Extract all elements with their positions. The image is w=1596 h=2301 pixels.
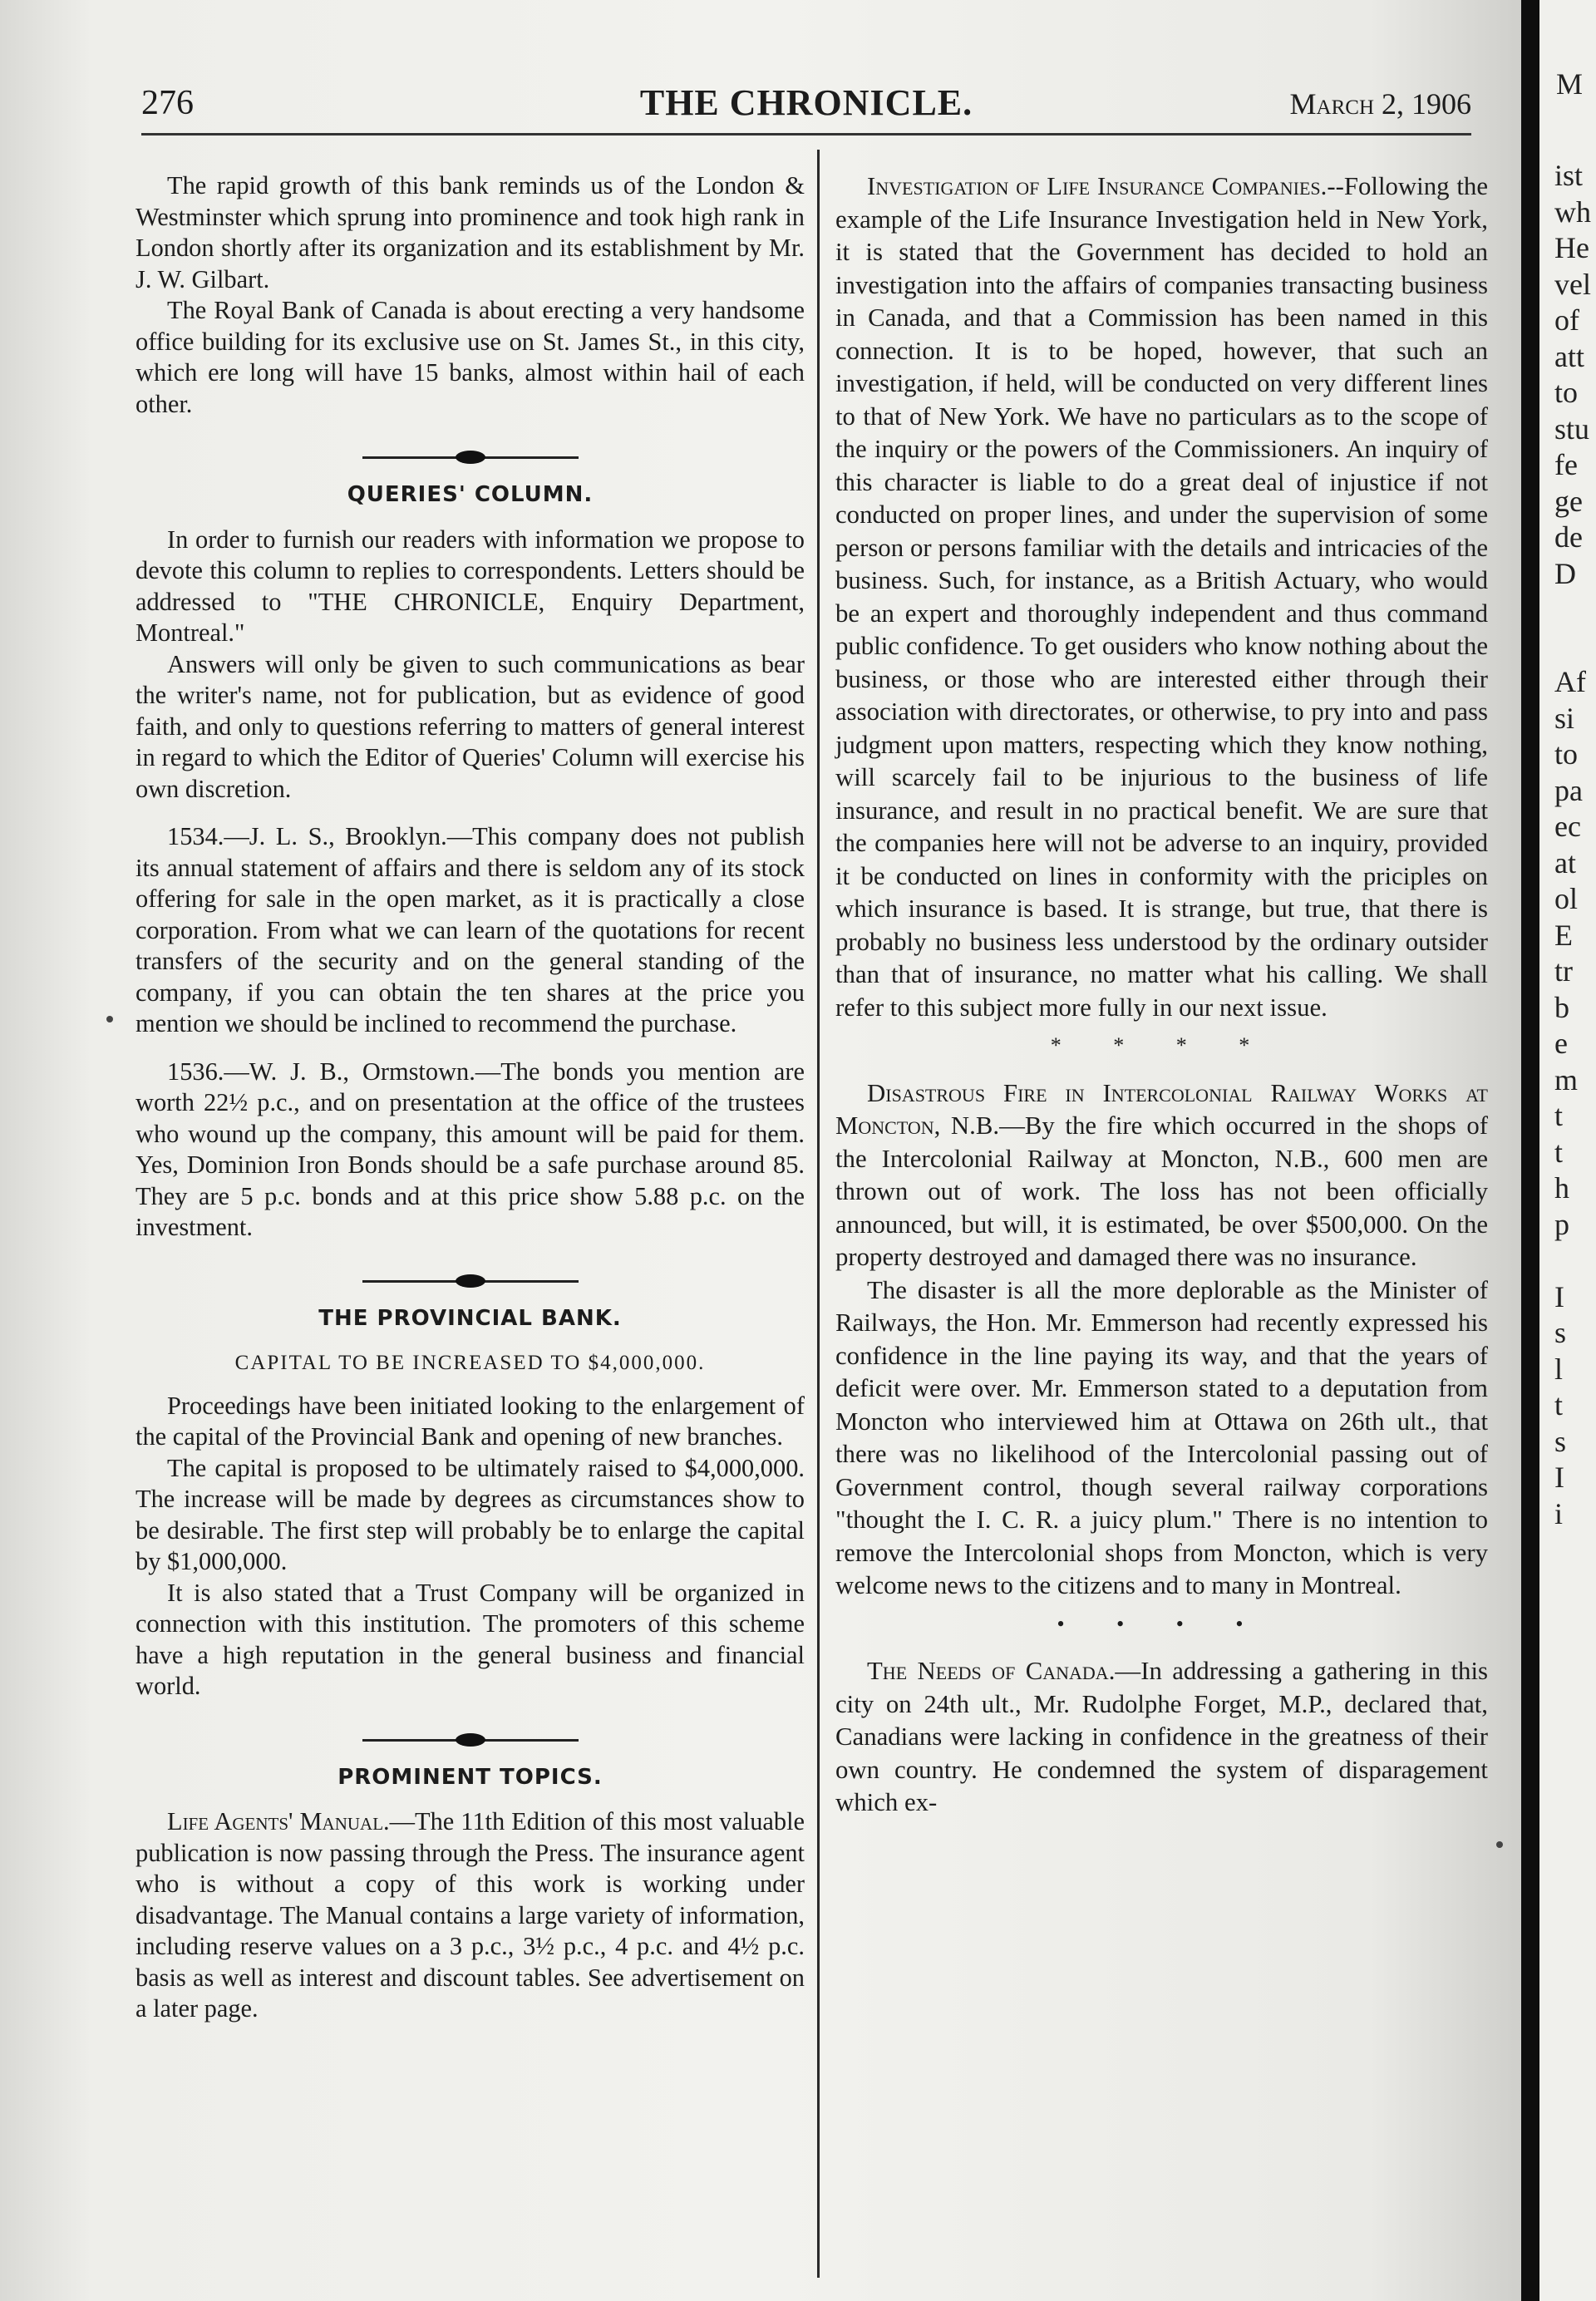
provincial-paragraph-1: Proceedings have been initiated looking to the enlargement of the capital of the Provincial Bank and opening of new branches.: [135, 1391, 805, 1451]
adjacent-page-corner: M: [1556, 67, 1584, 101]
section-dots: • • • •: [1057, 1611, 1267, 1636]
ornamental-divider: [362, 1272, 579, 1290]
masthead: THE CHRONICLE.: [639, 82, 973, 123]
left-column: [135, 170, 805, 2025]
moncton-fire-text: —By the fire which occurred in the shops of the Intercolonial Railway at Moncton, N.B., 600 men are thrown out of work. The loss has not been officially announced, but will, it is estimated, be over $500,000. On the property destroyed and damaged there was no insurance.: [835, 1111, 1488, 1271]
provincial-bank-subheading: CAPITAL TO BE INCREASED TO $4,000,000.: [234, 1352, 706, 1374]
queries-rules: Answers will only be given to such communications as bear the writer's name, not for publication, but as evidence of good faith, and only to questions referring to matters of general interest in regard to which the Editor of Queries' Column will exercise his own discretion.: [135, 649, 805, 803]
print-speck: [1496, 1841, 1503, 1848]
queries-intro: In order to furnish our readers with information we propose to devote this column to replies to correspondents. Letters should be addressed to "THE CHRONICLE, Enquiry Department, Montreal.": [135, 525, 805, 647]
page-number: 276: [141, 84, 194, 122]
page-header: [141, 83, 1471, 133]
page-gutter: [1521, 0, 1539, 2301]
life-agents-manual-text: —The 11th Edition of this most valuable publication is now passing through the Press. The insurance agent who is without a copy of this work is working under disadvantage. The Manual contains a large variety of information, including reserve values on a 3 p.c., 3½ p.c., 4 p.c. and 4½ p.c. basis as well as interest and discount tables. See advertisement on a later page.: [135, 1807, 805, 2023]
needs-of-canada-paragraph: [835, 1655, 1488, 1820]
moncton-disaster-paragraph: The disaster is all the more deplorable as the Minister of Railways, the Hon. Mr. Emmerson had recently expressed his confidence in the line paying its way, and that the years of deficit were over. Mr. Emmerson stated to a deputation from Moncton who interviewed him at Ottawa on 26th ult., that there was no likelihood of the Intercolonial passing out of Government control, though several railway corporations "thought the I. C. R. a juicy plum." There is no intention to remove the Intercolonial shops from Moncton, which is very welcome news to the citizens and to many in Montreal.: [835, 1275, 1488, 1599]
ornamental-divider: [362, 448, 579, 466]
queries-heading: QUERIES' COLUMN.: [347, 482, 594, 507]
query-1534: 1534.—J. L. S., Brooklyn.—This company does not publish its annual statement of affairs and there is seldom any of its stock offering for sale in the open market, as it is practically a close corporation. From what we can learn of the quotations for recent transfers of the security and on the general standing of the company, if you can obtain the ten shares at the price you mention we should be inclined to recommend the purchase.: [135, 822, 805, 1037]
royal-bank-paragraph: The Royal Bank of Canada is about erecting a very handsome office building for its exclusive use on St. James St., in this city, which ere long will have 15 banks, almost within hail of each other.: [135, 296, 805, 418]
section-stars: * * * *: [1050, 1033, 1273, 1057]
adjacent-page-fragments: ist wh He vel of att to stu fe ge de D Af si to pa ec at ol E tr b e m t t h p I s l t s I i: [1554, 159, 1591, 1530]
issue-date: March 2, 1906: [1289, 87, 1471, 121]
life-agents-manual-paragraph: [135, 1806, 805, 2025]
print-speck: [106, 1016, 113, 1022]
life-agents-manual-lead: Life Agents' Manual.: [167, 1807, 390, 1835]
bank-growth-paragraph: The rapid growth of this bank reminds us of the London & Westminster which sprung into prominence and took high rank in London shortly after its organization and its establishment by Mr. J. W. Gilbart.: [135, 171, 805, 293]
provincial-paragraph-2: The capital is proposed to be ultimately raised to $4,000,000. The increase will be made by degrees as circumstances show to be desirable. The first step will probably be to enlarge the capital by $1,000,000.: [135, 1453, 805, 1575]
header-rule: [141, 133, 1471, 135]
investigation-text: --Following the example of the Life Insurance Investigation held in New York, it is stated that the Government has decided to hold an investigation into the affairs of companies transacting business in Canada, and that a Commission has been named in this connection. It is to be hoped, however, that such an investigation, if held, will be conducted on very different lines to that of New York. We have no particulars as to the scope of the inquiry or the powers of the Commissioners. An inquiry of this character is liable to do a great deal of injustice if not conducted on proper lines, and under the supervision of some person or persons familiar with the details and intricacies of the business. Such, for instance, as a British Actuary, who would be an expert and thoroughly independent and thus command public confidence. To get ousiders who know nothing about the business, or those who are interested either through their association with directorates, or otherwise, to pry into and pass judgment upon matters, respecting which they know nothing, will scarcely fail to be injurious to the business of life insurance, and result in no practical benefit. We are sure that the companies here will not be adverse to an inquiry, provided it be conducted on lines in conformity with the priciples on which insurance is based. It is strange, but true, that there is probably no business less understood by the ordinary outsider than that of insurance, no matter what his calling. We shall refer to this subject more fully in our next issue.: [835, 172, 1488, 1022]
provincial-paragraph-3: It is also stated that a Trust Company will be organized in connection with this institution. The promoters of this scheme have a high reputation in the general business and financial world.: [135, 1578, 805, 1700]
moncton-fire-lead: Disastrous Fire in Intercolonial Railway Works at Moncton, N.B.: [835, 1078, 1488, 1140]
moncton-fire-paragraph: [835, 1077, 1488, 1274]
right-column: [835, 170, 1488, 1820]
investigation-paragraph: [835, 170, 1488, 1024]
prominent-topics-heading: PROMINENT TOPICS.: [337, 1764, 603, 1790]
ornamental-divider: [362, 1731, 579, 1749]
column-rule: [817, 150, 820, 2278]
needs-of-canada-text: —In addressing a gathering in this city on 24th ult., Mr. Rudolphe Forget, M.P., declared that, Canadians were lacking in confidence in the greatness of their own country. He condemned the system of disparagement which ex-: [835, 1657, 1488, 1816]
provincial-bank-heading: THE PROVINCIAL BANK.: [318, 1305, 622, 1331]
investigation-lead: Investigation of Life Insurance Companies.: [867, 172, 1328, 200]
query-1536: 1536.—W. J. B., Ormstown.—The bonds you mention are worth 22½ p.c., and on presentation at the office of the trustees who wound up the company, this amount will be paid for them. Yes, Dominion Iron Bonds should be a safe purchase around 85. They are 5 p.c. bonds and at this price show 5.88 p.c. on the investment.: [135, 1057, 805, 1241]
needs-of-canada-lead: The Needs of Canada.: [867, 1657, 1116, 1685]
